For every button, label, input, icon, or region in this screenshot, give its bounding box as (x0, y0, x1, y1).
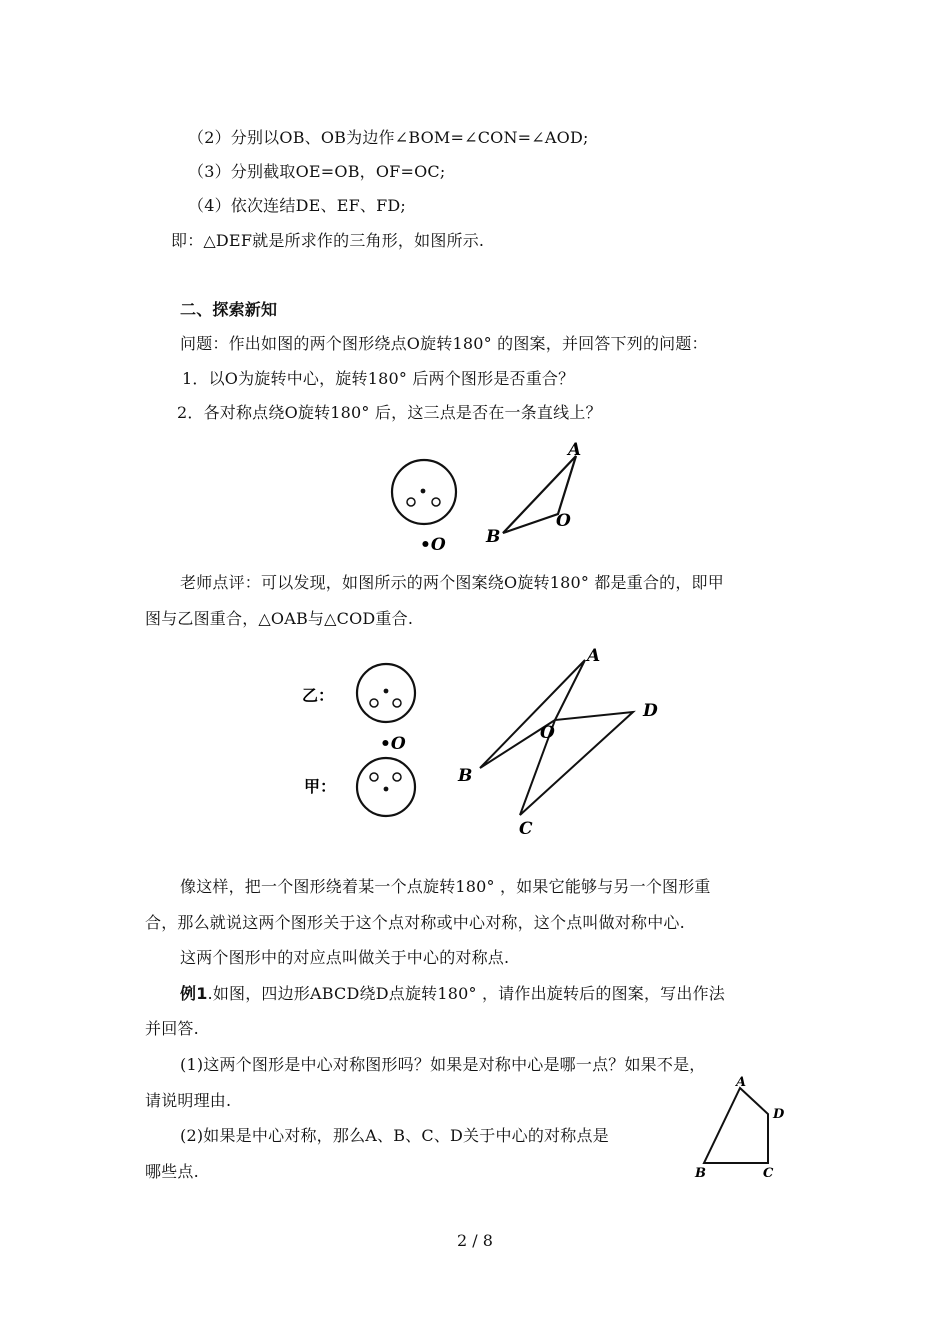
circle-pattern (392, 460, 456, 524)
quad-shape (704, 1088, 768, 1163)
figure-1 (380, 438, 610, 563)
example-1-line-2: 并回答. (145, 1019, 199, 1038)
example-label: 例1 (180, 984, 208, 1003)
example-1-line-1 (180, 983, 725, 1005)
definition-line-1: 像这样，把一个图形绕着某一个点旋转180° ，如果它能够与另一个图形重 (180, 877, 711, 896)
conclusion: 即：△DEF就是所求作的三角形，如图所示. (171, 231, 485, 250)
label-d: D (773, 1107, 785, 1122)
label-b: B (458, 766, 473, 786)
circle-jia (357, 758, 415, 816)
comment-line-2: 图与乙图重合，△OAB与△COD重合. (145, 609, 414, 628)
label-d: D (643, 701, 658, 721)
definition-line-3: 这两个图形中的对应点叫做关于中心的对称点. (180, 948, 510, 967)
label-a: A (568, 440, 582, 460)
page-number: 2 / 8 (457, 1231, 493, 1250)
comment-line-1: 老师点评：可以发现，如图所示的两个图案绕O旋转180° 都是重合的，即甲 (180, 573, 724, 592)
definition-line-2: 合，那么就说这两个图形关于这个点对称或中心对称，这个点叫做对称中心. (145, 913, 685, 932)
label-o: O (540, 723, 555, 743)
question-2: 2．各对称点绕O旋转180° 后，这三点是否在一条直线上？ (177, 403, 602, 422)
figure-2 (300, 640, 670, 840)
triangle-oab (480, 660, 585, 768)
example-1-text: .如图，四边形ABCD绕D点旋转180° ，请作出旋转后的图案，写出作法 (207, 984, 725, 1003)
question: 问题：作出如图的两个图形绕点O旋转180° 的图案，并回答下列的问题： (180, 334, 708, 353)
label-a: A (587, 646, 601, 666)
center-o-label: •O (420, 535, 446, 555)
triangle-ocd (520, 712, 633, 815)
quadrilateral-abcd (690, 1070, 800, 1182)
label-a: A (736, 1075, 747, 1090)
circle-yi (357, 664, 415, 722)
question-1: 1．以O为旋转中心，旋转180° 后两个图形是否重合？ (182, 369, 575, 388)
step-2: （2）分别以OB、OB为边作∠BOM=∠CON=∠AOD; (188, 128, 589, 147)
section-heading: 二、探索新知 (180, 300, 278, 319)
label-c: C (763, 1166, 774, 1181)
center-o-label-2: •O (380, 734, 406, 754)
yi-label: 乙： (302, 686, 335, 705)
step-4: （4）依次连结DE、EF、FD; (188, 196, 406, 215)
jia-label: 甲： (304, 777, 337, 796)
step-3: （3）分别截取OE=OB，OF=OC; (188, 162, 446, 181)
part-2-line-1: (2)如果是中心对称，那么A、B、C、D关于中心的对称点是 (180, 1126, 609, 1145)
label-b: B (695, 1166, 706, 1181)
label-o: O (556, 511, 571, 531)
part-1-line-1: (1)这两个图形是中心对称图形吗？如果是对称中心是哪一点？如果不是， (180, 1055, 706, 1074)
part-2-line-2: 哪些点. (145, 1162, 199, 1181)
part-1-line-2: 请说明理由. (145, 1091, 232, 1110)
label-c: C (519, 819, 533, 839)
label-b: B (486, 527, 501, 547)
